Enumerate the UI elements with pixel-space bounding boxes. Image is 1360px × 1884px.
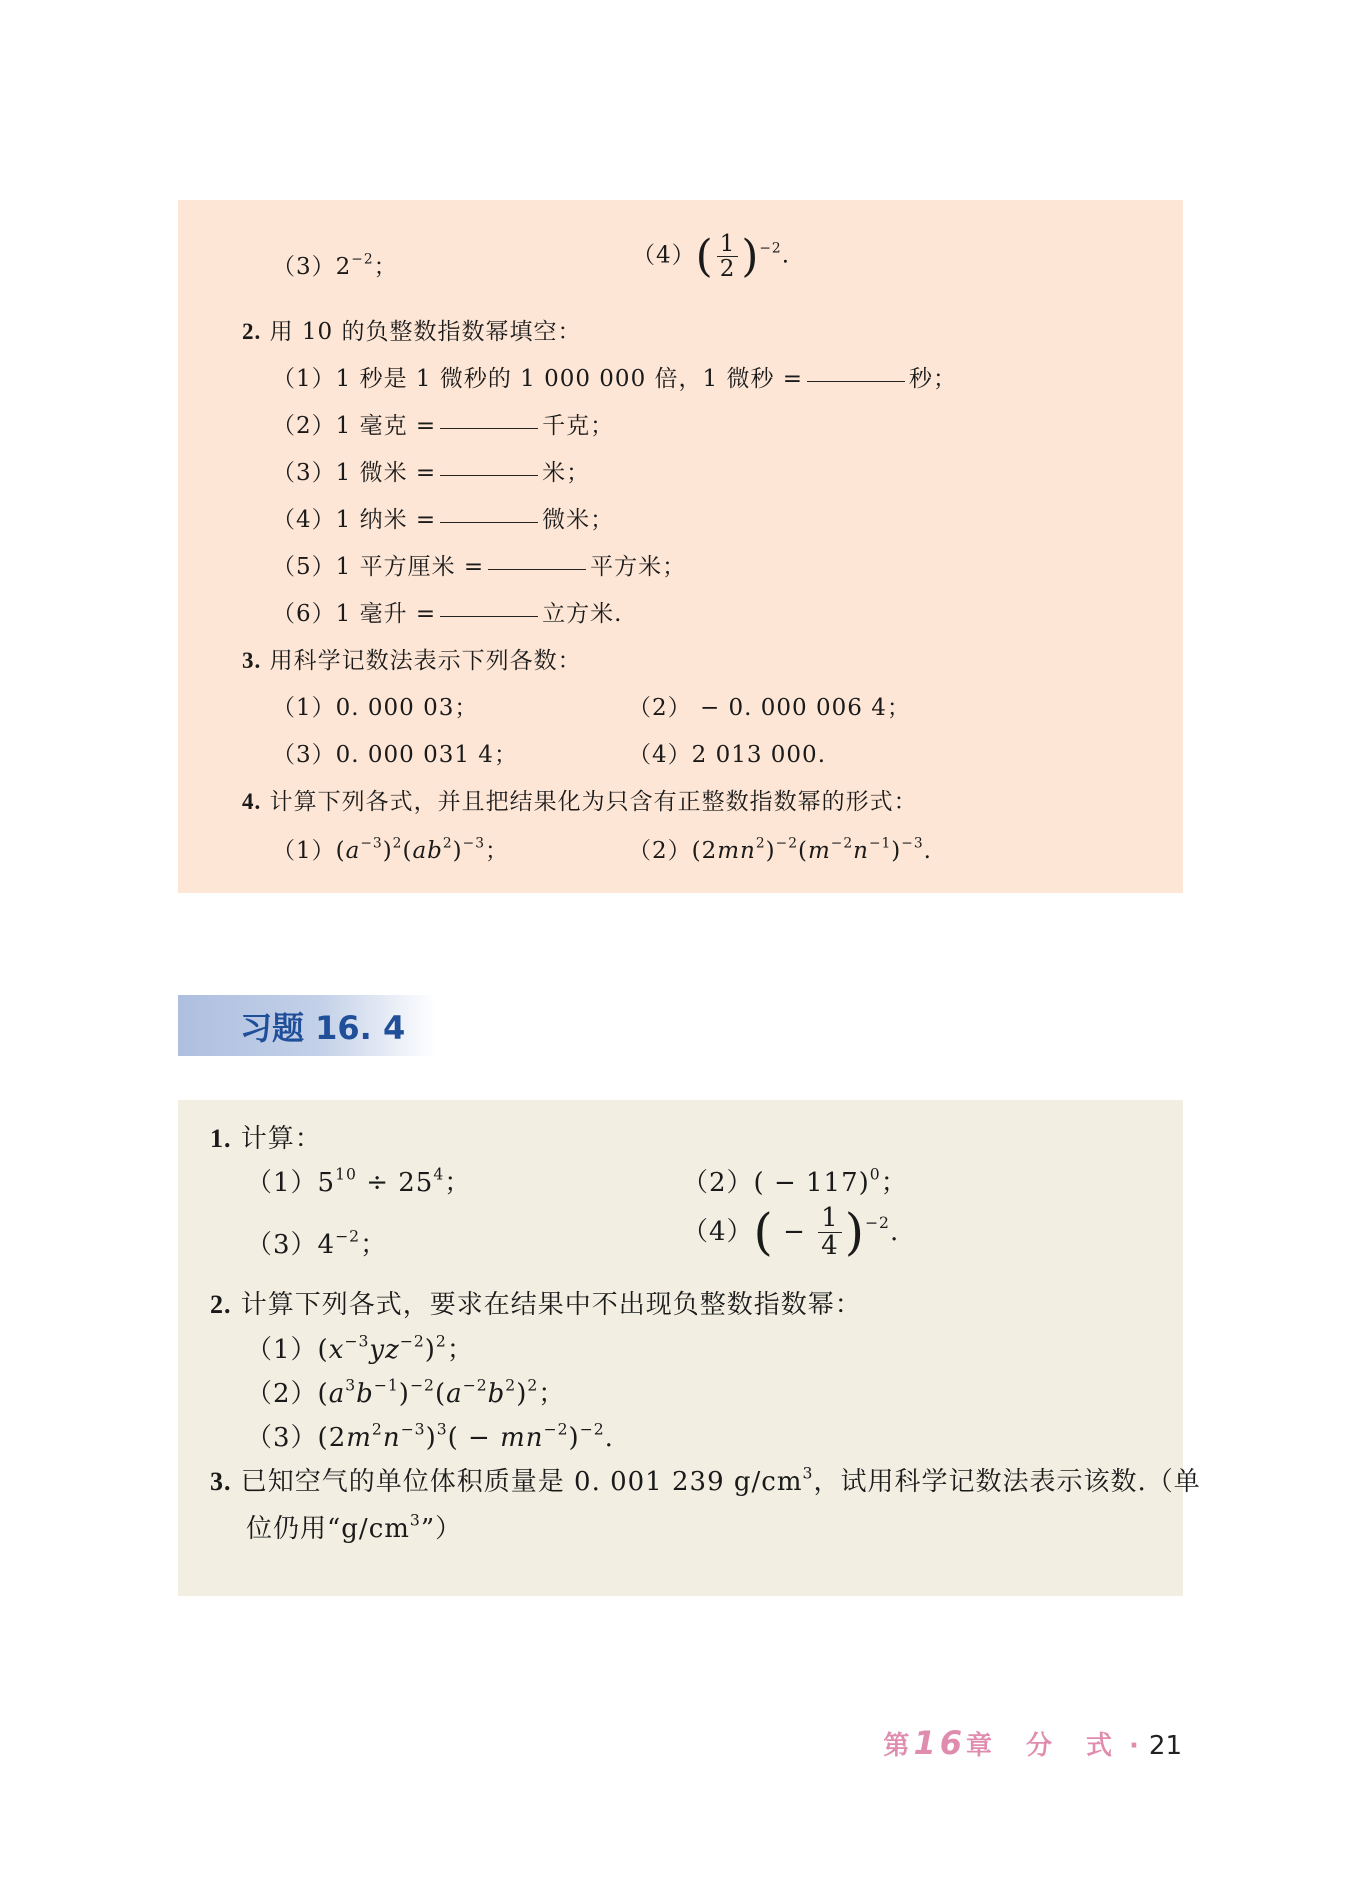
ex2-item1: $(1)(x^{-3}yz^{-2})^2$；: [246, 1332, 474, 1365]
ex3-stem: 3. 已知空气的单位体积质量是 0. 001 239 $g/cm^3$，试用科学记数法表示该数.（单: [210, 1464, 1201, 1497]
q3-item3: （3）0. 000 031 4；: [272, 742, 518, 768]
q3-stem: 3. 用科学记数法表示下列各数：: [242, 648, 582, 674]
answer-blank[interactable]: [440, 615, 538, 617]
q2-item2: （2）1 毫克 = 千克；: [272, 413, 615, 439]
section-title-tab: [178, 995, 436, 1056]
q2-item5: （5）1 平方厘米 = 平方米；: [272, 554, 687, 580]
ex2-item2: $(2)(a^3b^{-1})^{-2}(a^{-2}b^2)^2$；: [246, 1376, 566, 1409]
ex3-stem-cont: 位仍用“$g/cm^3$”）: [246, 1511, 463, 1544]
ex1-item4: （4）( − $\frac{1}{4}$ )$^{-2}$.: [682, 1203, 900, 1262]
q3-item4: （4）2 013 000.: [628, 742, 826, 768]
p1-item3: $(3)2^{-2}$；: [272, 251, 398, 280]
page-number: 21: [1148, 1731, 1182, 1761]
q2-item3: （3）1 微米 = 米；: [272, 460, 591, 486]
ex2-item3: $(3)(2m^2n^{-3})^3( - mn^{-2})^{-2}$.: [246, 1420, 614, 1453]
answer-blank[interactable]: [440, 427, 538, 429]
q2-item4: （4）1 纳米 = 微米；: [272, 507, 615, 533]
ex1-stem: 1. 计算：: [210, 1124, 322, 1154]
page-footer: [883, 1724, 1182, 1762]
answer-blank[interactable]: [440, 474, 538, 476]
p1-item4: （4）( $\frac{1}{2}$ )$^{-2}$.: [632, 230, 791, 283]
ex1-item2: $(2)( - 117)^0$；: [682, 1165, 908, 1198]
section-title: 习题 16. 4: [240, 1009, 406, 1047]
q4-item2: $(2)(2mn^2)^{-2}(m^{-2}n^{-1})^{-3}$.: [628, 835, 932, 864]
q2-item6: （6）1 毫升 = 立方米.: [272, 601, 623, 627]
answer-blank[interactable]: [807, 380, 905, 382]
q4-stem: 4. 计算下列各式，并且把结果化为只含有正整数指数幂的形式：: [242, 789, 918, 815]
q2-stem: 2. 用 10 的负整数指数幂填空：: [242, 319, 582, 345]
ex2-stem: 2. 计算下列各式，要求在结果中不出现负整数指数幂：: [210, 1290, 862, 1320]
chapter-label: 第16章 分 式 ·: [883, 1724, 1143, 1762]
answer-blank[interactable]: [488, 568, 586, 570]
q3-item2: （2） − 0. 000 006 4；: [628, 695, 911, 721]
q4-item1: $(1)(a^{-3})^2(ab^2)^{-3}$；: [272, 835, 509, 864]
q3-item1: （1）0. 000 03；: [272, 695, 479, 721]
ex1-item3: $(3)4^{-2}$；: [246, 1227, 388, 1260]
q2-item1: （1）1 秒是 1 微秒的 1 000 000 倍，1 微秒 = 秒；: [272, 366, 958, 392]
ex1-item1: $(1)5^{10} \div 25^4$；: [246, 1165, 472, 1198]
answer-blank[interactable]: [440, 521, 538, 523]
